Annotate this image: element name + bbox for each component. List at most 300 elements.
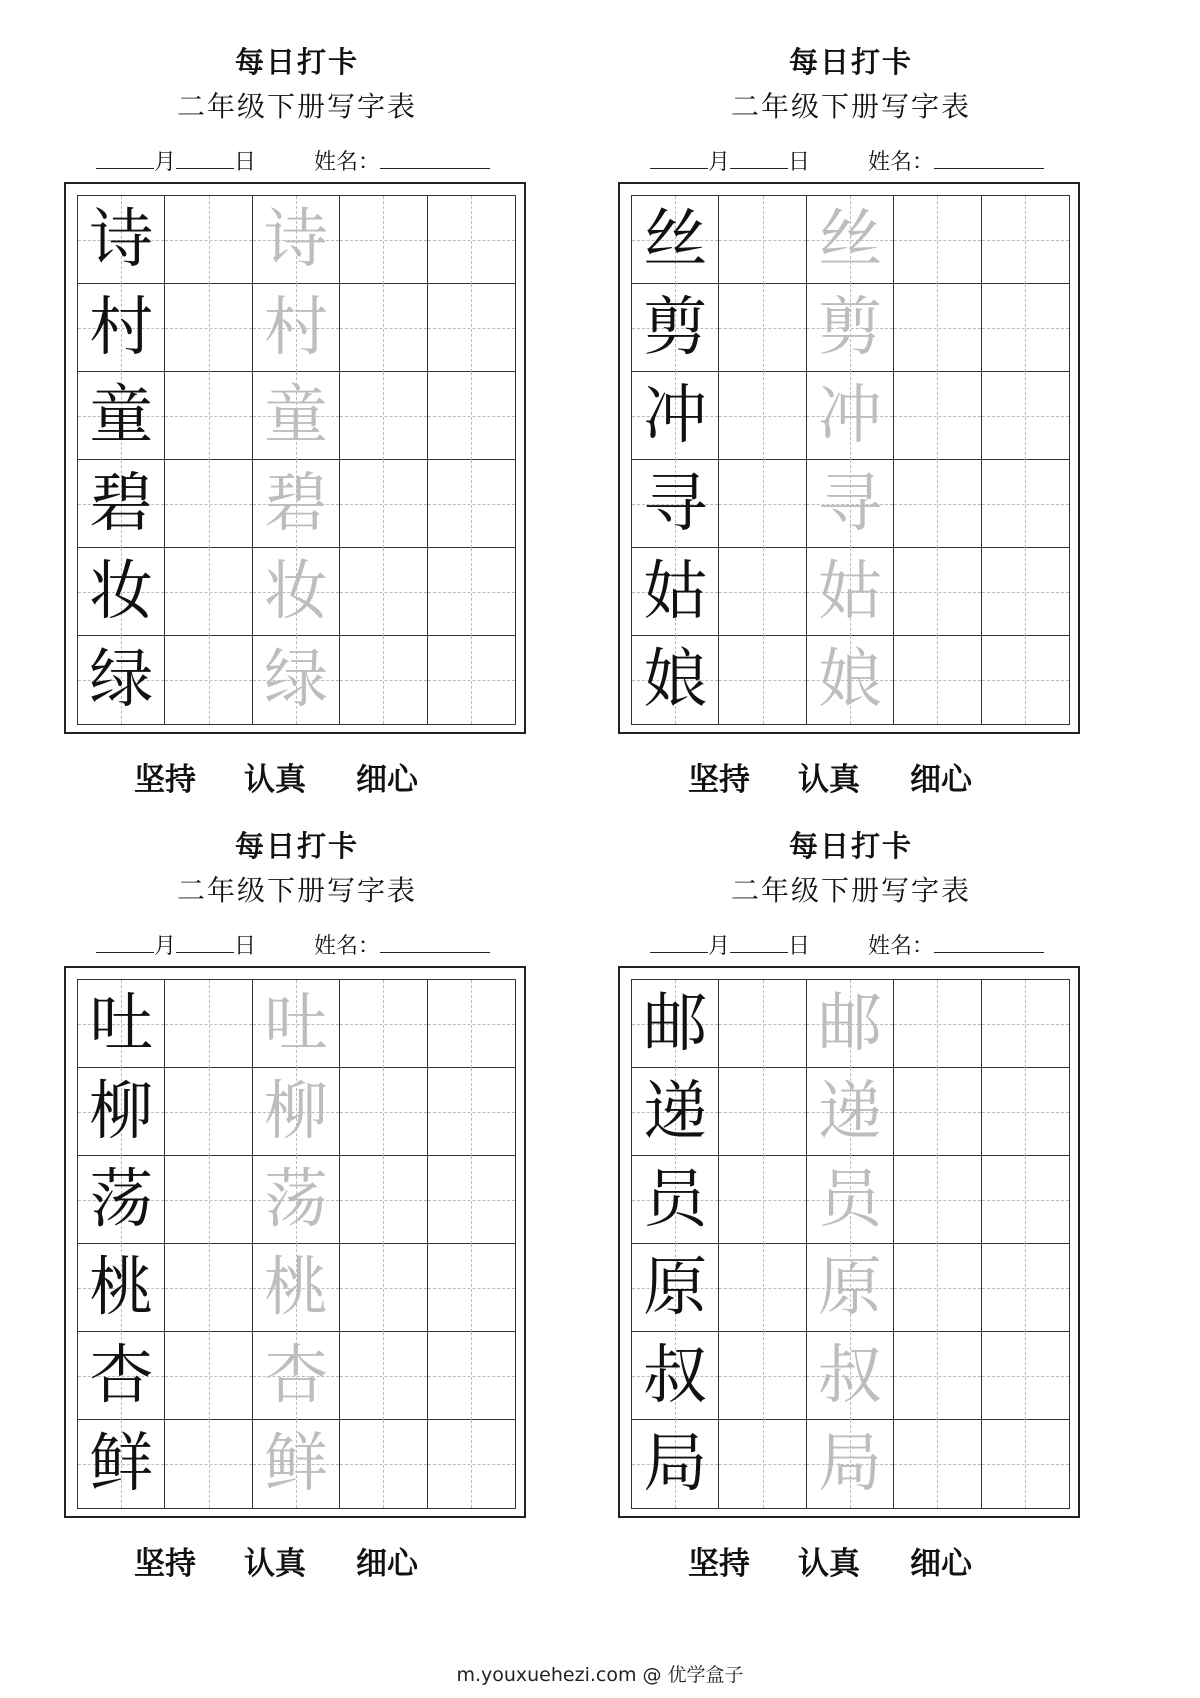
guide-horizontal (428, 680, 515, 681)
guide-horizontal (428, 240, 515, 241)
tian-cell[interactable] (428, 1156, 515, 1244)
trace-character: 童 (263, 379, 328, 453)
guide-horizontal (719, 592, 805, 593)
tian-cell[interactable] (719, 1332, 806, 1420)
trace-character: 妆 (263, 555, 328, 629)
day-blank[interactable] (730, 930, 788, 953)
tian-cell[interactable] (340, 460, 427, 548)
grid-row (632, 284, 1069, 372)
tian-cell[interactable] (428, 980, 515, 1068)
tian-cell[interactable] (340, 1332, 427, 1420)
name-blank[interactable] (934, 930, 1044, 953)
month-label: 月 (708, 934, 731, 959)
tian-cell[interactable] (253, 372, 340, 460)
tian-cell[interactable] (253, 548, 340, 636)
grid-row (632, 636, 1069, 724)
name-blank[interactable] (380, 930, 490, 953)
tian-cell[interactable] (340, 196, 427, 284)
month-blank[interactable] (650, 930, 708, 953)
grid-row (78, 980, 515, 1068)
tian-cell[interactable] (632, 1420, 719, 1508)
worksheet-card (64, 42, 530, 822)
tian-cell[interactable] (632, 196, 719, 284)
tian-cell[interactable] (428, 372, 515, 460)
trace-character: 丝 (817, 203, 882, 277)
tian-cell[interactable] (165, 636, 252, 724)
motto-word: 坚持 (134, 1546, 196, 1582)
tian-cell[interactable] (894, 548, 981, 636)
tian-cell[interactable] (253, 196, 340, 284)
guide-horizontal (719, 1024, 805, 1025)
tian-cell[interactable] (894, 284, 981, 372)
tian-cell[interactable] (165, 196, 252, 284)
guide-horizontal (428, 1024, 515, 1025)
tian-cell[interactable] (165, 1244, 252, 1332)
guide-horizontal (165, 1376, 251, 1377)
tian-cell[interactable] (253, 460, 340, 548)
guide-horizontal (894, 504, 980, 505)
tian-cell[interactable] (165, 1156, 252, 1244)
guide-horizontal (428, 416, 515, 417)
tian-cell[interactable] (428, 196, 515, 284)
tian-cell[interactable] (428, 1332, 515, 1420)
tian-cell[interactable] (807, 460, 894, 548)
tian-cell[interactable] (78, 980, 165, 1068)
guide-horizontal (982, 240, 1069, 241)
grid-row (632, 196, 1069, 284)
guide-horizontal (340, 592, 426, 593)
guide-horizontal (428, 1464, 515, 1465)
motto-word: 认真 (244, 1546, 306, 1582)
tian-cell[interactable] (428, 284, 515, 372)
grid-row (632, 548, 1069, 636)
day-label: 日 (788, 150, 811, 175)
tian-cell[interactable] (719, 372, 806, 460)
model-character: 吐 (89, 987, 154, 1061)
grid-row (78, 1156, 515, 1244)
trace-character: 碧 (263, 467, 328, 541)
model-character: 鲜 (89, 1427, 154, 1501)
tian-cell[interactable] (719, 548, 806, 636)
guide-horizontal (340, 416, 426, 417)
model-character: 剪 (643, 291, 708, 365)
card-subtitle: 二年级下册写字表 (730, 874, 971, 907)
tian-cell[interactable] (253, 1420, 340, 1508)
tian-cell[interactable] (807, 636, 894, 724)
tian-cell[interactable] (632, 460, 719, 548)
tian-cell[interactable] (894, 1420, 981, 1508)
tian-cell[interactable] (165, 548, 252, 636)
tian-cell[interactable] (982, 636, 1069, 724)
model-character: 荡 (89, 1163, 154, 1237)
tian-cell[interactable] (78, 1068, 165, 1156)
tian-cell[interactable] (982, 548, 1069, 636)
motto (134, 758, 514, 802)
tian-cell[interactable] (340, 1244, 427, 1332)
month-blank[interactable] (650, 146, 708, 169)
guide-horizontal (165, 1464, 251, 1465)
trace-character: 原 (817, 1251, 882, 1325)
date-name-line (650, 930, 1084, 960)
guide-horizontal (894, 1464, 980, 1465)
tian-cell[interactable] (982, 1068, 1069, 1156)
tian-cell[interactable] (807, 196, 894, 284)
tian-cell[interactable] (982, 1420, 1069, 1508)
date-name-line (96, 146, 530, 176)
trace-character: 邮 (817, 987, 882, 1061)
name-label: 姓名： (868, 150, 935, 175)
tian-cell[interactable] (632, 372, 719, 460)
tian-cell[interactable] (894, 372, 981, 460)
grid-row (632, 1244, 1069, 1332)
grid-row (632, 372, 1069, 460)
model-character: 童 (89, 379, 154, 453)
card-title: 每日打卡 (234, 829, 359, 863)
tian-cell[interactable] (78, 1332, 165, 1420)
guide-horizontal (719, 240, 805, 241)
day-label: 日 (234, 150, 257, 175)
guide-horizontal (719, 680, 805, 681)
tian-cell[interactable] (894, 1068, 981, 1156)
tian-cell[interactable] (340, 1156, 427, 1244)
guide-horizontal (719, 1112, 805, 1113)
tian-cell[interactable] (340, 636, 427, 724)
grid-row (632, 1156, 1069, 1244)
tian-cell[interactable] (78, 636, 165, 724)
guide-horizontal (982, 1112, 1069, 1113)
model-character: 局 (643, 1427, 708, 1501)
tian-cell[interactable] (428, 1420, 515, 1508)
tian-cell[interactable] (632, 1244, 719, 1332)
tian-cell[interactable] (719, 1068, 806, 1156)
tian-cell[interactable] (340, 548, 427, 636)
motto (134, 1542, 514, 1586)
tian-cell[interactable] (253, 1244, 340, 1332)
tian-cell[interactable] (253, 1332, 340, 1420)
writing-sheet (618, 182, 1080, 734)
date-name-line (650, 146, 1084, 176)
guide-horizontal (340, 1112, 426, 1113)
tian-cell[interactable] (253, 1068, 340, 1156)
card-title: 每日打卡 (234, 45, 359, 79)
tian-cell[interactable] (428, 1244, 515, 1332)
name-label: 姓名： (314, 934, 381, 959)
tian-cell[interactable] (894, 980, 981, 1068)
trace-character: 娘 (817, 643, 882, 717)
tian-cell[interactable] (807, 372, 894, 460)
tian-cell[interactable] (894, 196, 981, 284)
day-label: 日 (234, 934, 257, 959)
grid-row (632, 980, 1069, 1068)
grid-row (78, 1244, 515, 1332)
tian-cell[interactable] (428, 636, 515, 724)
motto-word: 坚持 (688, 762, 750, 798)
guide-horizontal (340, 328, 426, 329)
guide-horizontal (340, 1376, 426, 1377)
grid-row (78, 1068, 515, 1156)
tian-cell[interactable] (165, 284, 252, 372)
trace-character: 递 (817, 1075, 882, 1149)
motto-word: 细心 (910, 1546, 972, 1582)
model-character: 桃 (89, 1251, 154, 1325)
tian-cell[interactable] (253, 980, 340, 1068)
tian-cell[interactable] (632, 980, 719, 1068)
date-name-line (96, 930, 530, 960)
guide-horizontal (894, 328, 980, 329)
tian-cell[interactable] (719, 460, 806, 548)
month-blank[interactable] (96, 930, 154, 953)
tian-cell[interactable] (719, 636, 806, 724)
trace-character: 叔 (817, 1339, 882, 1413)
tian-cell[interactable] (807, 284, 894, 372)
tian-cell[interactable] (78, 460, 165, 548)
tian-cell[interactable] (719, 196, 806, 284)
month-label: 月 (708, 150, 731, 175)
guide-horizontal (165, 240, 251, 241)
guide-horizontal (719, 1200, 805, 1201)
model-character: 娘 (643, 643, 708, 717)
trace-character: 绿 (263, 643, 328, 717)
name-blank[interactable] (934, 146, 1044, 169)
model-character: 丝 (643, 203, 708, 277)
guide-horizontal (165, 1200, 251, 1201)
worksheet-card (618, 826, 1084, 1606)
motto-word: 细心 (910, 762, 972, 798)
guide-horizontal (982, 504, 1069, 505)
tian-cell[interactable] (719, 284, 806, 372)
day-blank[interactable] (176, 930, 234, 953)
tian-cell[interactable] (982, 1244, 1069, 1332)
tian-cell[interactable] (78, 1244, 165, 1332)
trace-character: 柳 (263, 1075, 328, 1149)
motto-word: 认真 (798, 762, 860, 798)
tian-cell[interactable] (807, 1156, 894, 1244)
model-character: 妆 (89, 555, 154, 629)
guide-horizontal (165, 328, 251, 329)
model-character: 冲 (643, 379, 708, 453)
tian-cell[interactable] (428, 460, 515, 548)
name-label: 姓名： (868, 934, 935, 959)
tian-cell[interactable] (807, 980, 894, 1068)
guide-horizontal (719, 1288, 805, 1289)
tian-cell[interactable] (428, 548, 515, 636)
motto-word: 坚持 (134, 762, 196, 798)
guide-horizontal (894, 1112, 980, 1113)
motto (688, 758, 1068, 802)
tian-cell[interactable] (894, 460, 981, 548)
tian-cell[interactable] (807, 548, 894, 636)
guide-horizontal (165, 1112, 251, 1113)
name-blank[interactable] (380, 146, 490, 169)
tian-cell[interactable] (78, 196, 165, 284)
guide-horizontal (340, 504, 426, 505)
tian-cell[interactable] (165, 980, 252, 1068)
guide-horizontal (340, 1288, 426, 1289)
tian-cell[interactable] (253, 284, 340, 372)
guide-horizontal (982, 680, 1069, 681)
tian-cell[interactable] (253, 1156, 340, 1244)
tian-cell[interactable] (719, 980, 806, 1068)
tian-cell[interactable] (632, 284, 719, 372)
writing-sheet (64, 182, 526, 734)
trace-character: 剪 (817, 291, 882, 365)
grid-row (632, 1420, 1069, 1508)
grid-row (78, 548, 515, 636)
guide-horizontal (982, 416, 1069, 417)
guide-horizontal (428, 592, 515, 593)
tian-cell[interactable] (982, 1332, 1069, 1420)
guide-horizontal (165, 1024, 251, 1025)
writing-sheet (64, 966, 526, 1518)
guide-horizontal (719, 1376, 805, 1377)
tian-cell[interactable] (894, 1332, 981, 1420)
card-subtitle: 二年级下册写字表 (176, 874, 417, 907)
grid-row (78, 284, 515, 372)
card-title: 每日打卡 (788, 45, 913, 79)
model-character: 员 (643, 1163, 708, 1237)
tian-cell[interactable] (340, 1068, 427, 1156)
trace-character: 诗 (263, 203, 328, 277)
guide-horizontal (165, 504, 251, 505)
tian-cell[interactable] (982, 1156, 1069, 1244)
card-subtitle: 二年级下册写字表 (730, 90, 971, 123)
tian-cell[interactable] (165, 1332, 252, 1420)
model-character: 村 (89, 291, 154, 365)
trace-character: 村 (263, 291, 328, 365)
day-blank[interactable] (730, 146, 788, 169)
guide-horizontal (894, 1200, 980, 1201)
trace-character: 桃 (263, 1251, 328, 1325)
guide-horizontal (428, 1288, 515, 1289)
worksheet-card (618, 42, 1084, 822)
trace-character: 鲜 (263, 1427, 328, 1501)
tian-cell[interactable] (632, 1156, 719, 1244)
tian-cell[interactable] (894, 1156, 981, 1244)
month-blank[interactable] (96, 146, 154, 169)
tian-cell[interactable] (165, 460, 252, 548)
tian-cell[interactable] (78, 284, 165, 372)
tian-cell[interactable] (165, 1068, 252, 1156)
guide-horizontal (894, 1024, 980, 1025)
tian-cell[interactable] (894, 1244, 981, 1332)
guide-horizontal (340, 1200, 426, 1201)
tian-cell[interactable] (78, 1156, 165, 1244)
trace-character: 寻 (817, 467, 882, 541)
tian-cell[interactable] (807, 1244, 894, 1332)
tian-cell[interactable] (982, 196, 1069, 284)
tian-cell[interactable] (719, 1244, 806, 1332)
tian-cell[interactable] (807, 1420, 894, 1508)
guide-horizontal (165, 592, 251, 593)
tian-cell[interactable] (807, 1068, 894, 1156)
grid-row (78, 636, 515, 724)
tian-cell[interactable] (253, 636, 340, 724)
tian-cell[interactable] (719, 1156, 806, 1244)
grid-row (632, 460, 1069, 548)
motto-word: 细心 (356, 1546, 418, 1582)
guide-horizontal (165, 416, 251, 417)
guide-horizontal (340, 240, 426, 241)
tian-cell[interactable] (632, 1332, 719, 1420)
guide-horizontal (719, 1464, 805, 1465)
page-footer: m.youxuehezi.com @ 优学盒子 (456, 1664, 744, 1686)
guide-horizontal (428, 328, 515, 329)
model-character: 递 (643, 1075, 708, 1149)
tian-cell[interactable] (78, 372, 165, 460)
grid-row (632, 1332, 1069, 1420)
guide-horizontal (894, 592, 980, 593)
trace-character: 吐 (263, 987, 328, 1061)
guide-horizontal (982, 1376, 1069, 1377)
writing-sheet (618, 966, 1080, 1518)
tian-cell[interactable] (632, 636, 719, 724)
card-title: 每日打卡 (788, 829, 913, 863)
tian-cell[interactable] (982, 460, 1069, 548)
tian-cell[interactable] (340, 1420, 427, 1508)
tian-cell[interactable] (340, 284, 427, 372)
tian-cell[interactable] (632, 548, 719, 636)
guide-horizontal (982, 1200, 1069, 1201)
tian-cell[interactable] (165, 1420, 252, 1508)
tian-cell[interactable] (807, 1332, 894, 1420)
tian-cell[interactable] (428, 1068, 515, 1156)
tian-cell[interactable] (340, 980, 427, 1068)
trace-character: 局 (817, 1427, 882, 1501)
guide-horizontal (719, 504, 805, 505)
motto-word: 认真 (798, 1546, 860, 1582)
tian-cell[interactable] (340, 372, 427, 460)
day-label: 日 (788, 934, 811, 959)
trace-character: 姑 (817, 555, 882, 629)
card-subtitle: 二年级下册写字表 (176, 90, 417, 123)
guide-horizontal (894, 416, 980, 417)
month-label: 月 (154, 934, 177, 959)
guide-horizontal (340, 680, 426, 681)
guide-horizontal (982, 1024, 1069, 1025)
tian-cell[interactable] (632, 1068, 719, 1156)
guide-horizontal (982, 1464, 1069, 1465)
tian-cell[interactable] (982, 284, 1069, 372)
trace-character: 员 (817, 1163, 882, 1237)
model-character: 碧 (89, 467, 154, 541)
grid-row (78, 460, 515, 548)
month-label: 月 (154, 150, 177, 175)
trace-character: 杏 (263, 1339, 328, 1413)
day-blank[interactable] (176, 146, 234, 169)
model-character: 诗 (89, 203, 154, 277)
tian-cell[interactable] (78, 548, 165, 636)
model-character: 绿 (89, 643, 154, 717)
tian-cell[interactable] (982, 372, 1069, 460)
model-character: 原 (643, 1251, 708, 1325)
tian-cell[interactable] (719, 1420, 806, 1508)
grid-row (78, 372, 515, 460)
tian-cell[interactable] (165, 372, 252, 460)
tian-cell[interactable] (982, 980, 1069, 1068)
grid-row (78, 196, 515, 284)
tian-cell[interactable] (78, 1420, 165, 1508)
grid-row (632, 1068, 1069, 1156)
grid-row (78, 1420, 515, 1508)
writing-grid (77, 979, 516, 1509)
guide-horizontal (719, 416, 805, 417)
guide-horizontal (165, 680, 251, 681)
tian-cell[interactable] (894, 636, 981, 724)
guide-horizontal (340, 1464, 426, 1465)
writing-grid (631, 195, 1070, 725)
trace-character: 冲 (817, 379, 882, 453)
guide-horizontal (894, 240, 980, 241)
